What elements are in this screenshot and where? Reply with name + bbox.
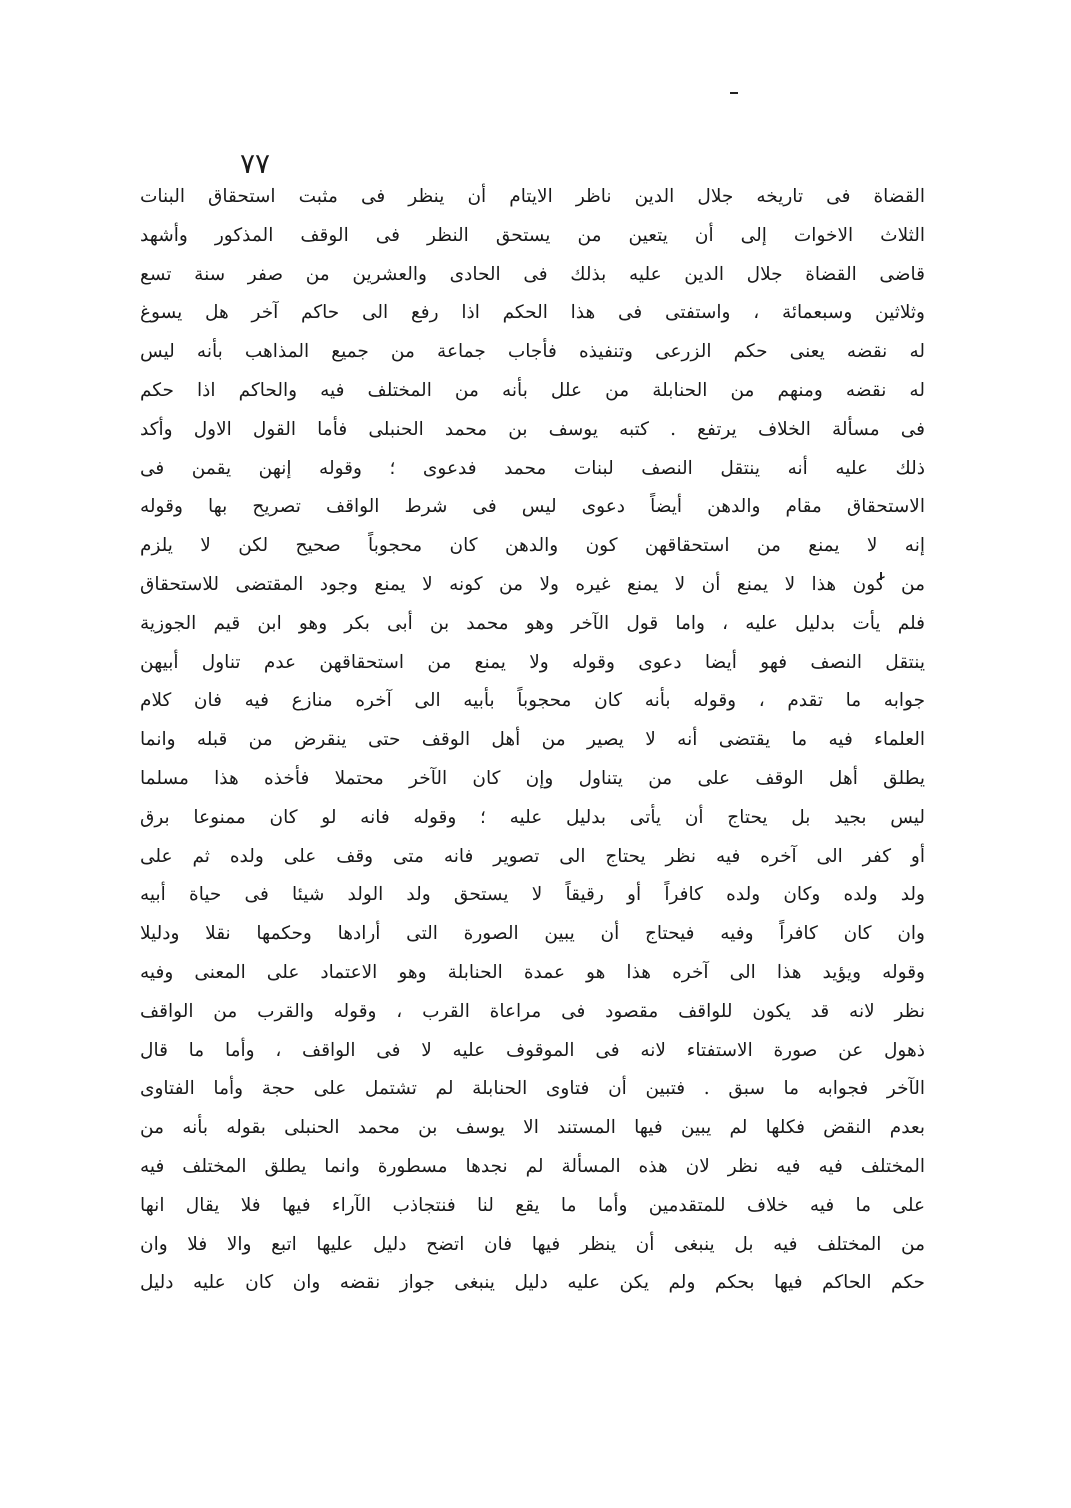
text-line: ليس بجيد بل يحتاج أن يأتى بدليل عليه ؛ وقوله فانه لو كان ممنوعا برق	[140, 806, 925, 828]
text-line: وقوله ويؤيد هذا الى آخره هذا هو عمدة الحنابلة وهو الاعتماد على المعنى وفيه	[140, 961, 925, 983]
text-line: حكم الحاكم فيها بحكم ولم يكن عليه دليل ينبغى جواز نقضه وان كان عليه دليل	[140, 1272, 925, 1294]
text-line: ينتقل النصف فهو أيضا دعوى وقوله ولا يمنع من استحقاقهن عدم تناول أبيهن	[140, 651, 925, 673]
body-text	[140, 178, 925, 1470]
text-line: ذهول عن صورة الاستفتاء لانه فى الموقوف عليه لا فى الواقف ، وأما ما قال	[140, 1039, 925, 1061]
text-line: العلماء فيه ما يقتضى أنه لا يصير من أهل الوقف حتى ينقرض من قبله وانما	[140, 729, 925, 751]
text-line: فلم يأت بدليل عليه ، واما قول الآخر وهو محمد بن أبى بكر وهو ابن قيم الجوزية	[140, 612, 925, 634]
text-line: وثلاثين وسبعمائة ، واستفتى فى هذا الحكم اذا رفع الى حاكم آخر هل يسوغ	[140, 302, 925, 324]
text-line: الاستحقاق مقام والدهن أيضاً دعوى ليس فى شرط الواقف تصريح بها وقوله	[140, 496, 925, 518]
text-line: الآخر فجوابه ما سبق . فتبين أن فتاوى الحنابلة لم تشتمل على حجة وأما الفتاوى	[140, 1078, 925, 1100]
text-line: نظر لانه قد يكون للواقف مقصود فى مراعاة القرب ، وقوله والقرب من الواقف	[140, 1000, 925, 1022]
text-line: فى مسألة الخلاف يرتفع . كتبه يوسف بن محمد الحنبلى فأما القول الاول وأكد	[140, 418, 925, 440]
scan-speck	[730, 92, 738, 94]
text-line: المختلف فيه فيه نظر لان هذه المسألة لم نجدها مسطورة وانما يطلق المختلف فيه	[140, 1155, 925, 1177]
text-line: وان كان كافراً وفيه فيحتاج أن يبين الصورة التى أرادها وحكمها نقلا ودليلا	[140, 923, 925, 945]
text-line: ذلك عليه أنه ينتقل النصف لبنات محمد فدعوى ؛ وقوله إنهن يقمن فى	[140, 457, 925, 479]
text-line: له نقضه يعنى حكم الزرعى وتنفيذه فأجاب جماعة من جميع المذاهب بأنه ليس	[140, 341, 925, 363]
text-line: على ما فيه خلاف للمتقدمين وأما ما يقع لنا فنتجاذب الآراء فيها فلا يقال انها	[140, 1194, 925, 1216]
text-line: إنه لا يمنع من استحقاقهن كون والدهن كان محجوباً صحيح لكن لا يلزم	[140, 535, 925, 557]
text-line: بعدم النقض فكلها لم يبين فيها المستند الا يوسف بن محمد الحنبلى بقوله بأنه من	[140, 1117, 925, 1139]
page-number: ٧٧	[240, 147, 271, 180]
text-line: الثلاث الاخوات إلى أن يتعين من يستحق النظر فى الوقف المذكور وأشهد	[140, 224, 925, 246]
text-line: ولد ولده وكان ولده كافراً أو رقيقاً لا يستحق ولد الولد شيئا فى حياة أبيه	[140, 884, 925, 906]
text-line: أو كفر الى آخره فيه نظر يحتاج الى تصوير فانه متى وقف على ولده ثم على	[140, 845, 925, 867]
text-line: من المختلف فيه بل ينبغى أن ينظر فيها فان اتضح دليل عليها اتبع والا فلا وان	[140, 1233, 925, 1255]
text-line: يطلق أهل الوقف على من يتناول وإن كان الآخر محتملا فأخذه هذا مسلما	[140, 767, 925, 789]
text-line: جوابه ما تقدم ، وقوله بأنه كان محجوباً بأبيه الى آخره منازع فيه فان كلام	[140, 690, 925, 712]
text-line: له نقضه ومنهم من الحنابلة من علل بأنه من المختلف فيه والحاكم اذا حكم	[140, 379, 925, 401]
text-line: قاضى القضاة جلال الدين عليه بذلك فى الحادى والعشرين من صفر سنة تسع	[140, 263, 925, 285]
text-line: من كون هذا لا يمنع أن لا يمنع غيره ولا من كونه لا يمنع وجود المقتضى للاستحقاق	[140, 573, 925, 595]
text-line: القضاة فى تاريخه جلال الدين ناظر الايتام أن ينظر فى مثبت استحقاق البنات	[140, 186, 925, 207]
